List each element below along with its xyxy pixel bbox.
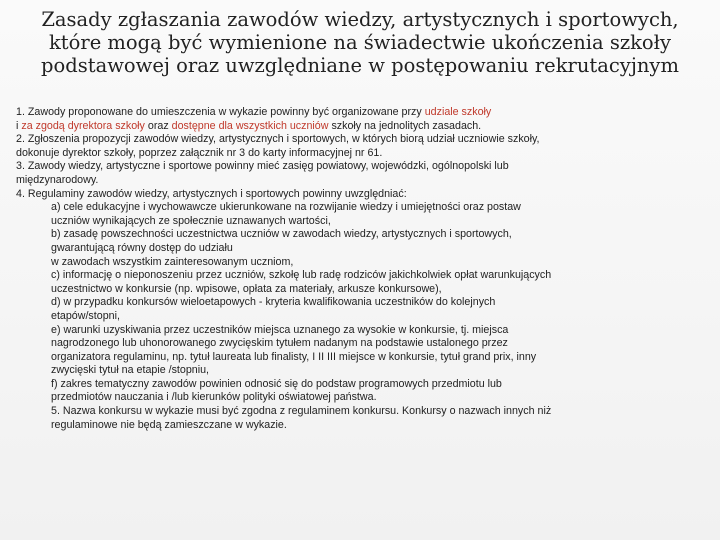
sub-item-e-line: e) warunki uzyskiwania przez uczestników miejsca uznanego za wysokie w konkursie, tj. miejsca [51, 323, 509, 336]
paragraph-2-line: dokonuje dyrektor szkoły, poprzez załącznik nr 3 do karty informacyjnej nr 61. [16, 146, 383, 159]
slide-title [20, 8, 700, 77]
highlight-text: udziale szkoły [424, 106, 492, 118]
title-line: Zasady zgłaszania zawodów wiedzy, artystycznych i sportowych, [41, 8, 679, 31]
sub-item-a-line: a) cele edukacyjne i wychowawcze ukierunkowane na rozwijanie wiedzy i umiejętności oraz postaw [51, 201, 521, 214]
sub-item-e-line: organizatora regulaminu, np. tytuł laureata lub finalisty, I II III miejsce w konkursie, tytuł grand prix, inny [51, 350, 537, 363]
sub-item-e-line: zwycięski tytuł na etapie /stopniu, [51, 364, 210, 377]
sub-list [16, 201, 706, 432]
sub-item-b-line: gwarantującą równy dostęp do udziału [51, 241, 233, 254]
sub-item-a-line: uczniów wynikających ze społecznie uznawanych wartości, [51, 214, 331, 227]
paragraph-5-line: 5. Nazwa konkursu w wykazie musi być zgodna z regulaminem konkursu. Konkursy o nazwach innych niż [51, 405, 552, 418]
highlight-text: dostępne dla wszystkich uczniów [171, 119, 329, 132]
title-line: które mogą być wymienione na świadectwie ukończenia szkoły [48, 31, 671, 54]
text: 1. Zawody proponowane do umieszczenia w wykazie powinny być organizowane przy [16, 106, 425, 118]
paragraph-3-line: 3. Zawody wiedzy, artystyczne i sportowe powinny mieć zasięg powiatowy, wojewódzki, ogólnopolski lub [16, 160, 509, 173]
sub-item-d-line: etapów/stopni, [51, 309, 120, 322]
sub-item-b-line: w zawodach wszystkim zainteresowanym uczniom, [51, 255, 294, 268]
paragraph-5-line: regulaminowe nie będą zamieszczane w wykazie. [51, 418, 287, 431]
paragraph-1-line-2 [16, 120, 706, 134]
paragraph-1-line-1 [16, 106, 706, 120]
sub-item-d-line: d) w przypadku konkursów wieloetapowych - kryteria kwalifikowania uczestników do kolejnych [51, 296, 496, 309]
sub-item-f-line: przedmiotów nauczania i /lub kierunków polityki oświatowej państwa. [51, 391, 377, 404]
paragraph-4-line: 4. Regulaminy zawodów wiedzy, artystycznych i sportowych powinny uwzględniać: [16, 187, 407, 200]
sub-item-c-line: c) informację o nieponoszeniu przez uczniów, szkołę lub radę rodziców jakichkolwiek opłat warunkujących [51, 269, 552, 282]
sub-item-c-line: uczestnictwo w konkursie (np. wpisowe, opłata za materiały, arkusze konkursowe), [51, 282, 442, 295]
sub-item-e-line: nagrodzonego lub uhonorowanego zwycięskim tytułem nadanym na podstawie ustalonego przez [51, 337, 508, 350]
sub-item-b-line: b) zasadę powszechności uczestnictwa uczniów w zawodach wiedzy, artystycznych i sportowych, [51, 228, 512, 241]
text: oraz [144, 119, 172, 132]
title-line: podstawowej oraz uwzględniane w postępowaniu rekrutacyjnym [41, 54, 679, 77]
highlight-text: za zgodą dyrektora szkoły [21, 119, 145, 132]
paragraph-2-line: 2. Zgłoszenia propozycji zawodów wiedzy, artystycznych i sportowych, w których biorą udział uczniowie szkoły, [16, 133, 540, 146]
slide-body [16, 106, 706, 432]
text: szkoły na jednolitych zasadach. [328, 119, 482, 132]
paragraph-3-line: międzynarodowy. [16, 173, 99, 186]
sub-item-f-line: f) zakres tematyczny zawodów powinien odnosić się do podstaw programowych przedmiotu lub [51, 377, 502, 390]
text: i [16, 119, 22, 132]
